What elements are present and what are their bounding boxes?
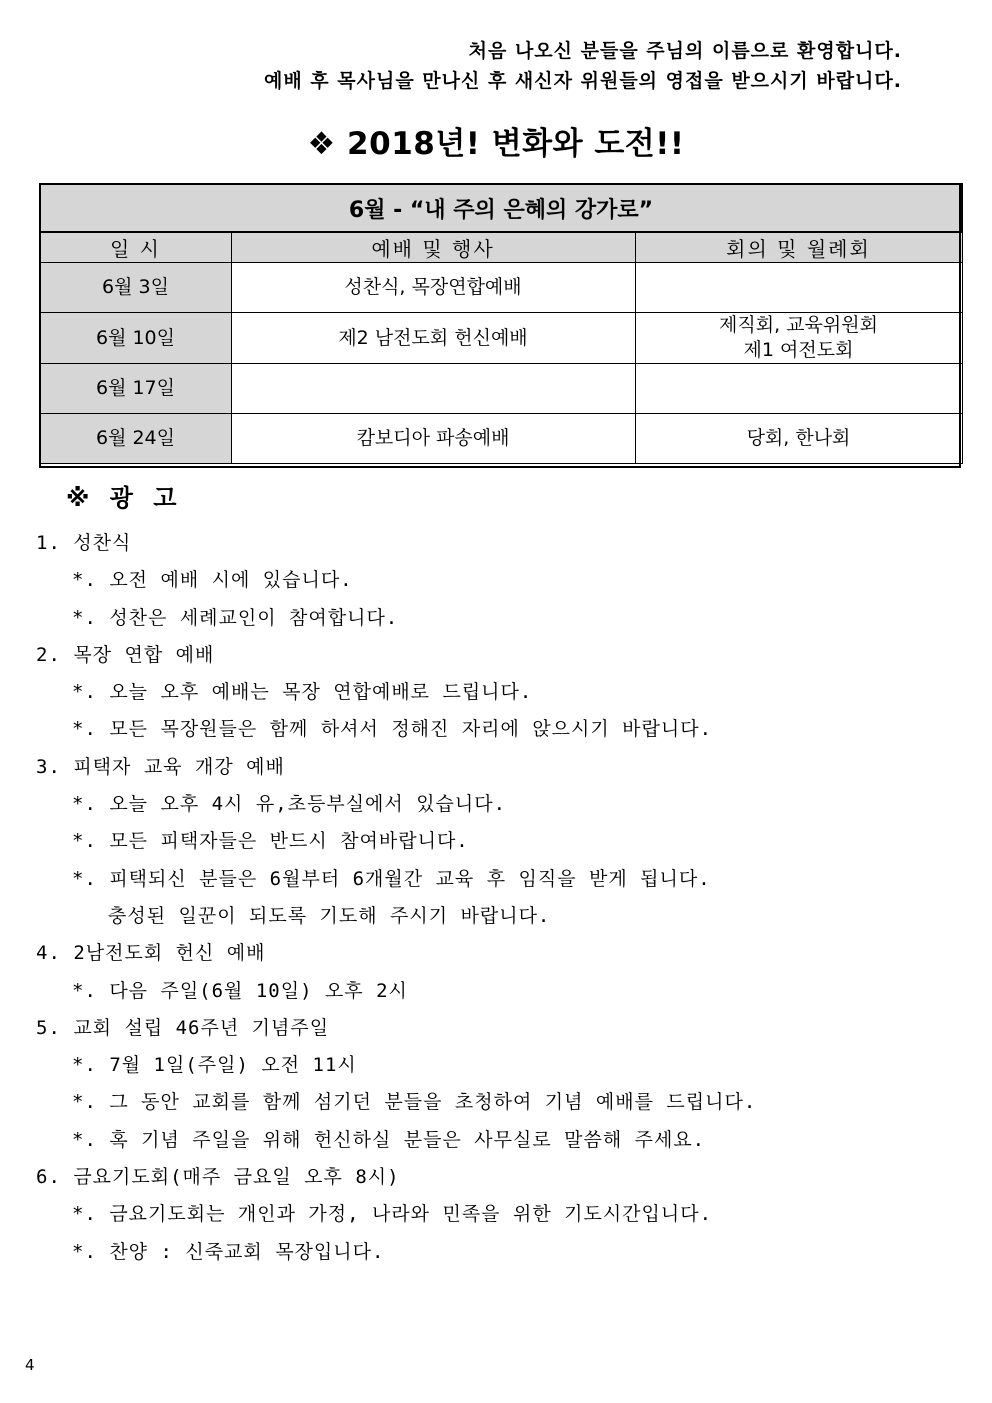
notice-detail: *. 금요기도회는 개인과 가정, 나라와 민족을 위한 기도시간입니다. [72,1203,713,1226]
notice-detail: *. 오늘 오후 4시 유,초등부실에서 있습니다. [72,793,507,816]
row-meeting: 당회, 한나회 [635,414,962,464]
header-event: 예배 및 행사 [231,232,635,263]
schedule-banner: 6월 - “내 주의 은혜의 강가로” [40,184,962,232]
notice-detail: *. 모든 목장원들은 함께 하셔서 정해진 자리에 앉으시기 바랍니다. [72,718,713,741]
table-row [40,313,962,364]
row-meeting [635,313,962,364]
table-row [40,414,962,464]
header-date: 일 시 [40,232,231,263]
notice-detail: *. 7월 1일(주일) 오전 11시 [72,1054,357,1077]
notice-detail: *. 그 동안 교회를 함께 섬기던 분들을 초청하여 기념 예배를 드립니다. [72,1091,757,1114]
row-event: 캄보디아 파송예배 [231,414,635,464]
notice-title: 3. 피택자 교육 개강 예배 [36,755,285,778]
row-date: 6월 10일 [40,313,231,364]
notice-title: 6. 금요기도회(매주 금요일 오후 8시) [36,1166,400,1189]
notice-detail: *. 오늘 오후 예배는 목장 연합예배로 드립니다. [72,681,533,704]
notice-title: 1. 성찬식 [36,532,132,554]
row-meeting [635,364,962,414]
notice-detail: *. 오전 예배 시에 있습니다. [72,569,353,592]
welcome-line-2: 예배 후 목사님을 만나신 후 새신자 위원들의 영접을 받으시기 바랍니다. [263,70,902,92]
welcome-line-1: 처음 나오신 분들을 주님의 이름으로 환영합니다. [468,40,902,62]
notice-title: 4. 2남전도회 헌신 예배 [36,942,266,965]
welcome-message [264,36,902,96]
row-event: 제2 남전도회 헌신예배 [231,313,635,364]
row-event [231,364,635,414]
notice-detail: *. 혹 기념 주일을 위해 헌신하실 분들은 사무실로 말씀해 주세요. [72,1128,706,1151]
notice-detail: *. 모든 피택자들은 반드시 참여바랍니다. [72,830,469,853]
table-row [40,263,962,313]
notice-detail: *. 찬양 : 신죽교회 목장입니다. [72,1240,385,1263]
page-title: ❖ 2018년! 변화와 도전!! [307,126,685,162]
row-meeting [635,263,962,313]
row-event: 성찬식, 목장연합예배 [231,263,635,313]
notice-detail: *. 성찬은 세례교인이 참여합니다. [72,606,399,629]
row-date: 6월 17일 [40,364,231,414]
notice-detail: *. 피택되신 분들은 6월부터 6개월간 교육 후 임직을 받게 됩니다. [72,867,711,890]
notices-heading: ※ 광 고 [66,484,183,512]
meeting-line-2: 제1 여전도회 [743,339,854,361]
row-date: 6월 3일 [40,263,231,313]
notice-title: 2. 목장 연합 예배 [36,643,215,666]
row-date: 6월 24일 [40,414,231,464]
notice-title: 5. 교회 설립 46주년 기념주일 [36,1016,330,1039]
page-number: 4 [25,1356,35,1374]
meeting-line-1: 제직회, 교육위원회 [719,314,878,336]
schedule-table [39,183,963,464]
table-row [40,364,962,414]
notice-detail: *. 다음 주일(6월 10일) 오후 2시 [72,979,408,1002]
notices-list [36,525,756,1271]
header-meeting: 회의 및 월례회 [635,232,962,263]
notice-detail-continued: 충성된 일꾼이 되도록 기도해 주시기 바랍니다. [108,904,551,927]
